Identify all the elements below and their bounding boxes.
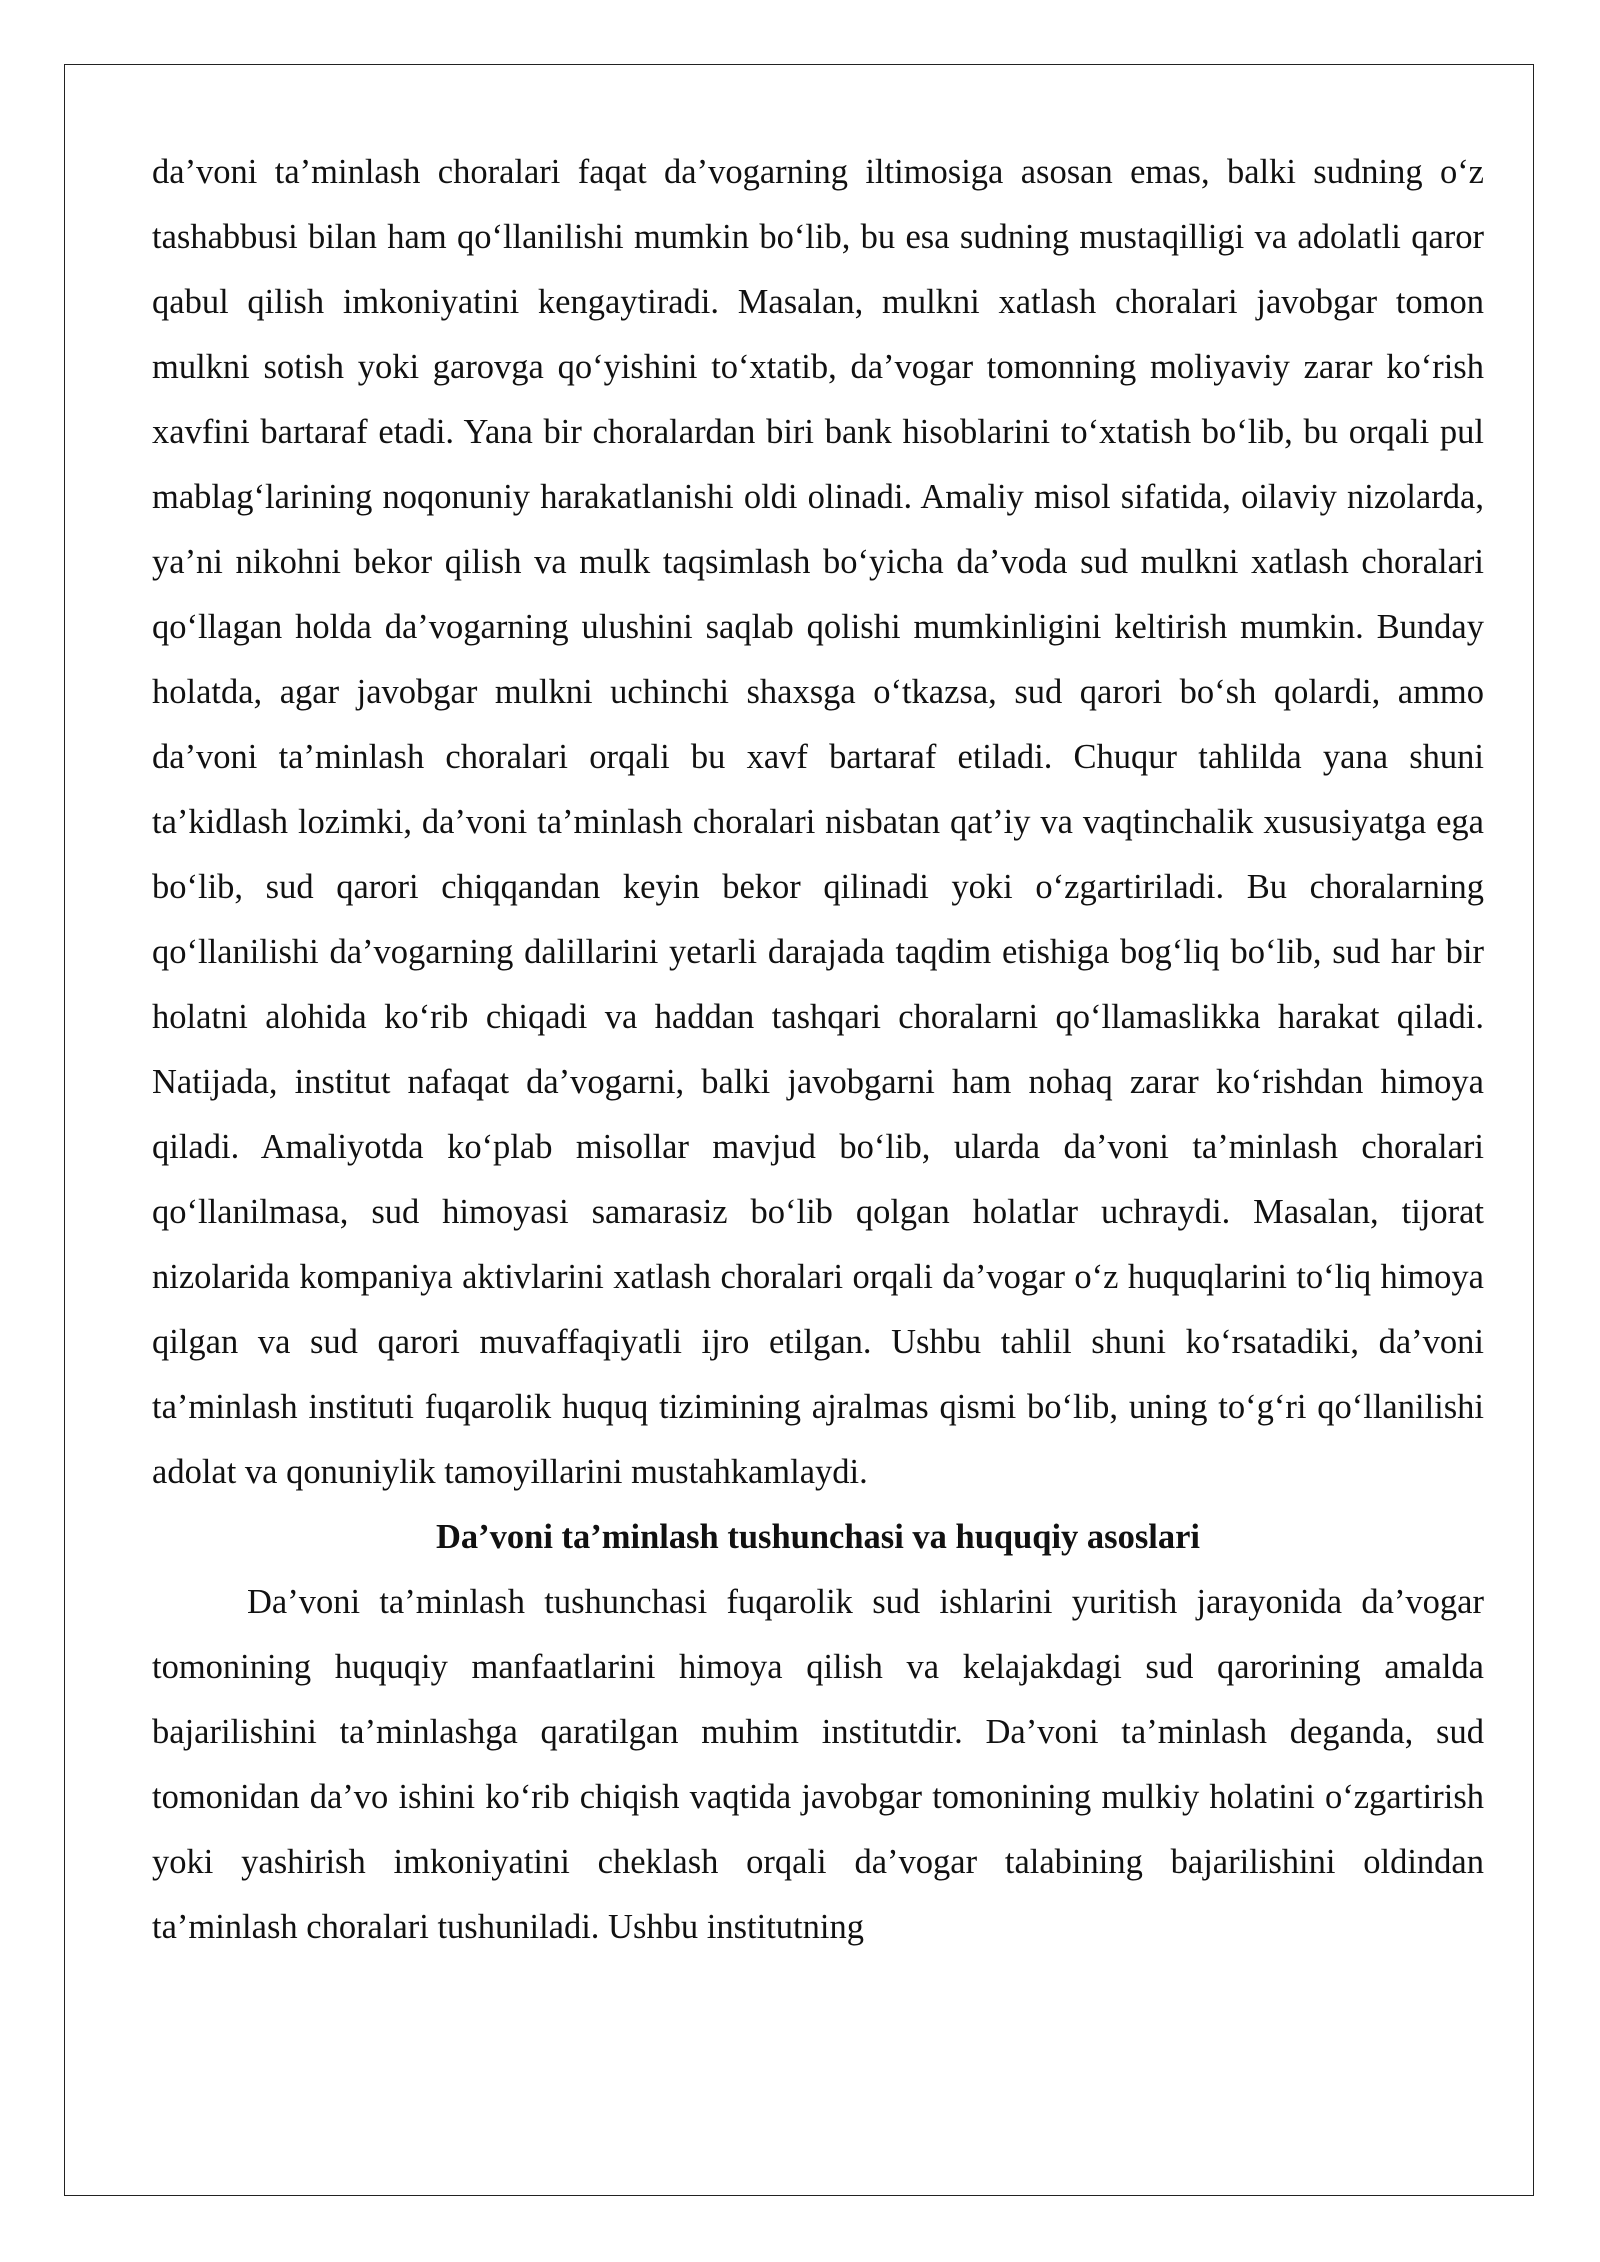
- section-heading: Da’voni ta’minlash tushunchasi va huquqiy asoslari: [435, 1518, 1201, 1556]
- body-paragraph-1: da’voni ta’minlash choralari faqat da’vogarning iltimosiga asosan emas, balki sudning o‘z tashabbusi bilan ham qo‘llanilishi mumkin bo‘lib, bu esa sudning mustaqilligi va adolatli qaror qabul qilish imkoniyatini kengaytiradi. Masalan, mulkni xatlash choralari javobgar tomon mulkni sotish yoki garovga qo‘yishini to‘xtatib, da’vogar tomonning moliyaviy zarar ko‘rish xavfini bartaraf etadi. Yana bir choralardan biri bank hisoblarini to‘xtatish bo‘lib, bu orqali pul mablag‘larining noqonuniy harakatlanishi oldi olinadi. Amaliy misol sifatida, oilaviy nizolarda, ya’ni nikohni bekor qilish va mulk taqsimlash bo‘yicha da’voda sud mulkni xatlash choralari qo‘llagan holda da’vogarning ulushini saqlab qolishi mumkinligini keltirish mumkin. Bunday holatda, agar javobgar mulkni uchinchi shaxsga o‘tkazsa, sud qarori bo‘sh qolardi, ammo da’voni ta’minlash choralari orqali bu xavf bartaraf etiladi. Chuqur tahlilda yana shuni ta’kidlash lozimki, da’voni ta’minlash choralari nisbatan qat’iy va vaqtinchalik xususiyatga ega bo‘lib, sud qarori chiqqandan keyin bekor qilinadi yoki o‘zgartiriladi. Bu choralarning qo‘llanilishi da’vogarning dalillarini yetarli darajada taqdim etishiga bog‘liq bo‘lib, sud har bir holatni alohida ko‘rib chiqadi va haddan tashqari choralarni qo‘llamaslikka harakat qiladi. Natijada, institut nafaqat da’vogarni, balki javobgarni ham nohaq zarar ko‘rishdan himoya qiladi. Amaliyotda ko‘plab misollar mavjud bo‘lib, ularda da’voni ta’minlash choralari qo‘llanilmasa, sud himoyasi samarasiz bo‘lib qolgan holatlar uchraydi. Masalan, tijorat nizolarida kompaniya aktivlarini xatlash choralari orqali da’vogar o‘z huquqlarini to‘liq himoya qilgan va sud qarori muvaffaqiyatli ijro etilgan. Ushbu tahlil shuni ko‘rsatadiki, da’voni ta’minlash instituti fuqarolik huquq tizimining ajralmas qismi bo‘lib, uning to‘g‘ri qo‘llanilishi adolat va qonuniylik tamoyillarini mustahkamlaydi.: [152, 153, 1484, 1491]
- body-paragraph-2: Da’voni ta’minlash tushunchasi fuqarolik sud ishlarini yuritish jarayonida da’vogar tomonining huquqiy manfaatlarini himoya qilish va kelajakdagi sud qarorining amalda bajarilishini ta’minlashga qaratilgan muhim institutdir. Da’voni ta’minlash deganda, sud tomonidan da’vo ishini ko‘rib chiqish vaqtida javobgar tomonining mulkiy holatini o‘zgartirish yoki yashirish imkoniyatini cheklash orqali da’vogar talabining bajarilishini oldindan ta’minlash choralari tushuniladi. Ushbu institutning: [152, 1583, 1484, 1946]
- document-body: [152, 140, 1484, 1960]
